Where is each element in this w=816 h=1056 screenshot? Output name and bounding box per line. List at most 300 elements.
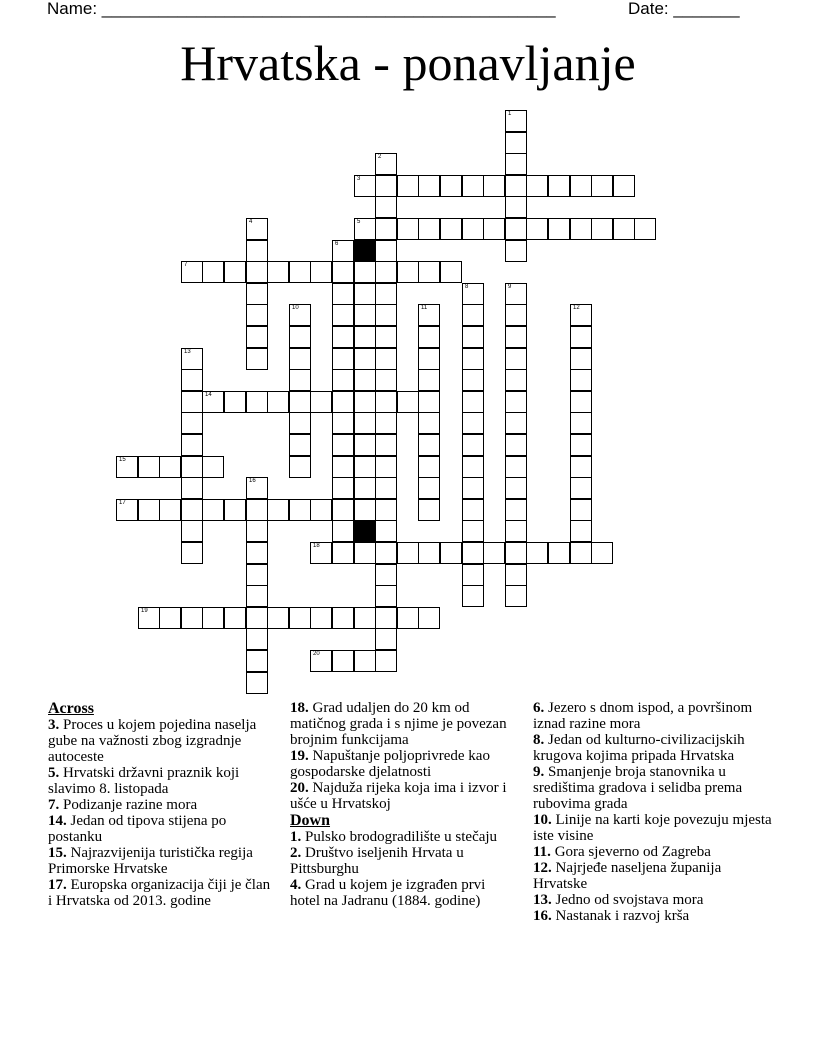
clue-number: 2 — [378, 154, 382, 160]
grid-cell[interactable] — [289, 607, 311, 629]
clue-num: 18. — [290, 700, 309, 716]
grid-cell[interactable] — [181, 520, 203, 542]
grid-cell[interactable] — [246, 542, 268, 564]
grid-cell[interactable] — [332, 261, 354, 283]
clue-text: Jedno od svojstava mora — [551, 892, 704, 908]
grid-cell[interactable] — [181, 369, 203, 391]
grid-cell[interactable] — [246, 283, 268, 305]
grid-cell[interactable] — [246, 672, 268, 694]
grid-cell[interactable] — [375, 607, 397, 629]
grid-cell[interactable] — [570, 175, 592, 197]
grid-cell[interactable] — [462, 326, 484, 348]
grid-cell[interactable] — [505, 412, 527, 434]
grid-cell[interactable] — [354, 434, 376, 456]
clue-number: 14 — [205, 392, 212, 398]
grid-cell[interactable] — [246, 520, 268, 542]
clue-num: 11. — [533, 844, 551, 860]
grid-cell[interactable] — [159, 456, 181, 478]
grid-cell[interactable] — [375, 564, 397, 586]
grid-cell[interactable] — [505, 456, 527, 478]
black-cell — [354, 520, 376, 542]
grid-cell[interactable] — [159, 607, 181, 629]
clue-number: 5 — [357, 219, 361, 225]
grid-cell[interactable] — [570, 434, 592, 456]
grid-cell[interactable] — [418, 434, 440, 456]
grid-cell[interactable] — [462, 391, 484, 413]
grid-cell[interactable] — [375, 304, 397, 326]
grid-cell[interactable] — [181, 434, 203, 456]
clue-num: 2. — [290, 845, 302, 861]
grid-cell[interactable] — [613, 218, 635, 240]
clue-number: 16 — [249, 478, 256, 484]
grid-cell[interactable] — [505, 499, 527, 521]
grid-cell[interactable] — [462, 218, 484, 240]
grid-cell[interactable] — [332, 369, 354, 391]
grid-cell[interactable] — [418, 477, 440, 499]
grid-cell[interactable] — [375, 218, 397, 240]
grid-cell[interactable] — [418, 542, 440, 564]
clue-num: 20. — [290, 780, 309, 796]
clue — [533, 700, 773, 732]
clue-text: Hrvatski državni praznik koji slavimo 8. listopada — [48, 765, 240, 797]
grid-cell[interactable] — [116, 456, 138, 478]
grid-cell[interactable] — [332, 456, 354, 478]
grid-cell[interactable] — [354, 348, 376, 370]
grid-cell[interactable] — [505, 175, 527, 197]
grid-cell[interactable] — [483, 175, 505, 197]
clue — [533, 764, 773, 812]
clue — [533, 860, 773, 892]
grid-cell[interactable] — [310, 391, 332, 413]
grid-cell[interactable] — [505, 326, 527, 348]
clue-heading: Down — [290, 812, 331, 829]
grid-cell[interactable] — [505, 110, 527, 132]
clue-number: 8 — [465, 284, 469, 290]
grid-cell[interactable] — [505, 240, 527, 262]
grid-cell[interactable] — [310, 261, 332, 283]
grid-cell[interactable] — [246, 391, 268, 413]
grid-cell[interactable] — [332, 499, 354, 521]
grid-cell[interactable] — [267, 499, 289, 521]
grid-cell[interactable] — [375, 585, 397, 607]
grid-cell[interactable] — [138, 499, 160, 521]
grid-cell[interactable] — [418, 607, 440, 629]
grid-cell[interactable] — [462, 456, 484, 478]
grid-cell[interactable] — [570, 477, 592, 499]
grid-cell[interactable] — [375, 412, 397, 434]
grid-cell[interactable] — [202, 607, 224, 629]
grid-cell[interactable] — [289, 456, 311, 478]
grid-cell[interactable] — [246, 477, 268, 499]
grid-cell[interactable] — [224, 607, 246, 629]
clue — [48, 717, 273, 765]
grid-cell[interactable] — [505, 477, 527, 499]
grid-cell[interactable] — [224, 499, 246, 521]
clue — [48, 877, 273, 909]
grid-cell[interactable] — [418, 348, 440, 370]
grid-cell[interactable] — [354, 477, 376, 499]
clue-number: 17 — [119, 500, 126, 506]
grid-cell[interactable] — [505, 348, 527, 370]
grid-cell[interactable] — [375, 650, 397, 672]
grid-cell[interactable] — [505, 218, 527, 240]
grid-cell[interactable] — [375, 153, 397, 175]
grid-cell[interactable] — [397, 607, 419, 629]
grid-cell[interactable] — [181, 607, 203, 629]
grid-cell[interactable] — [418, 326, 440, 348]
grid-cell[interactable] — [570, 456, 592, 478]
grid-cell[interactable] — [375, 261, 397, 283]
grid-cell[interactable] — [332, 542, 354, 564]
name-field[interactable]: Name: ________________________________________________ — [47, 0, 556, 18]
clue-number: 12 — [573, 305, 580, 311]
grid-cell[interactable] — [289, 326, 311, 348]
clue-text: Napuštanje poljoprivrede kao gospodarske djelatnosti — [290, 748, 490, 780]
grid-cell[interactable] — [570, 348, 592, 370]
grid-cell[interactable] — [332, 650, 354, 672]
grid-cell[interactable] — [246, 326, 268, 348]
grid-cell[interactable] — [354, 283, 376, 305]
clue — [290, 780, 515, 812]
clue — [48, 797, 273, 813]
grid-cell[interactable] — [181, 499, 203, 521]
grid-cell[interactable] — [332, 412, 354, 434]
grid-cell[interactable] — [505, 196, 527, 218]
clue-text: Najrjeđe naseljena županija Hrvatske — [533, 860, 722, 892]
grid-cell[interactable] — [548, 218, 570, 240]
grid-cell[interactable] — [375, 499, 397, 521]
clue-text: Gora sjeverno od Zagreba — [550, 844, 711, 860]
clues-column-1 — [48, 700, 273, 909]
grid-cell[interactable] — [418, 304, 440, 326]
clue-num: 10. — [533, 812, 552, 828]
grid-cell[interactable] — [354, 218, 376, 240]
grid-cell[interactable] — [267, 261, 289, 283]
grid-cell[interactable] — [289, 434, 311, 456]
grid-cell[interactable] — [181, 261, 203, 283]
grid-cell[interactable] — [289, 412, 311, 434]
clue-number: 4 — [249, 219, 253, 225]
grid-cell[interactable] — [375, 628, 397, 650]
grid-cell[interactable] — [440, 218, 462, 240]
grid-cell[interactable] — [354, 261, 376, 283]
grid-cell[interactable] — [181, 348, 203, 370]
grid-cell[interactable] — [246, 348, 268, 370]
grid-cell[interactable] — [202, 499, 224, 521]
grid-cell[interactable] — [440, 542, 462, 564]
clue — [533, 844, 773, 860]
clue-num: 15. — [48, 845, 67, 861]
grid-cell[interactable] — [181, 412, 203, 434]
clue-text: Podizanje razine mora — [59, 797, 198, 813]
grid-cell[interactable] — [440, 261, 462, 283]
clue-num: 17. — [48, 877, 67, 893]
grid-cell[interactable] — [397, 261, 419, 283]
clue-num: 8. — [533, 732, 545, 748]
grid-cell[interactable] — [397, 218, 419, 240]
clue-number: 19 — [141, 608, 148, 614]
grid-cell[interactable] — [332, 520, 354, 542]
grid-cell[interactable] — [570, 218, 592, 240]
clue — [290, 700, 515, 748]
grid-cell[interactable] — [246, 218, 268, 240]
grid-cell[interactable] — [332, 391, 354, 413]
clue-text: Najrazvijenija turistička regija Primorske Hrvatske — [48, 845, 253, 877]
grid-cell[interactable] — [375, 520, 397, 542]
grid-cell[interactable] — [462, 304, 484, 326]
clue-number: 20 — [313, 651, 320, 657]
grid-cell[interactable] — [462, 477, 484, 499]
grid-cell[interactable] — [267, 607, 289, 629]
clue-text: Društvo iseljenih Hrvata u Pittsburghu — [290, 845, 464, 877]
grid-cell[interactable] — [202, 456, 224, 478]
grid-cell[interactable] — [332, 607, 354, 629]
clue-num: 4. — [290, 877, 302, 893]
clue-number: 3 — [357, 176, 361, 182]
grid-cell[interactable] — [354, 369, 376, 391]
grid-cell[interactable] — [375, 348, 397, 370]
grid-cell[interactable] — [332, 240, 354, 262]
grid-cell[interactable] — [375, 326, 397, 348]
clue-text: Smanjenje broja stanovnika u središtima gradova i selidba prema rubovima grada — [533, 764, 743, 812]
grid-cell[interactable] — [505, 585, 527, 607]
grid-cell[interactable] — [181, 456, 203, 478]
grid-cell[interactable] — [354, 175, 376, 197]
clue — [290, 845, 515, 877]
grid-cell[interactable] — [570, 499, 592, 521]
grid-cell[interactable] — [462, 585, 484, 607]
grid-cell[interactable] — [375, 542, 397, 564]
grid-cell[interactable] — [505, 391, 527, 413]
grid-cell[interactable] — [289, 499, 311, 521]
clue — [48, 813, 273, 845]
grid-cell[interactable] — [138, 607, 160, 629]
clue-num: 12. — [533, 860, 552, 876]
grid-cell[interactable] — [548, 542, 570, 564]
clue-number: 11 — [421, 305, 428, 311]
grid-cell[interactable] — [354, 412, 376, 434]
grid-cell[interactable] — [289, 391, 311, 413]
grid-cell[interactable] — [310, 607, 332, 629]
grid-cell[interactable] — [375, 369, 397, 391]
grid-cell[interactable] — [246, 564, 268, 586]
grid-cell[interactable] — [354, 499, 376, 521]
page-title: Hrvatska - ponavljanje — [180, 35, 636, 91]
grid-cell[interactable] — [462, 369, 484, 391]
clue-number: 1 — [508, 111, 512, 117]
clue-number: 9 — [508, 284, 512, 290]
grid-cell[interactable] — [246, 585, 268, 607]
grid-cell[interactable] — [354, 607, 376, 629]
grid-cell[interactable] — [505, 520, 527, 542]
grid-cell[interactable] — [418, 391, 440, 413]
grid-cell[interactable] — [310, 650, 332, 672]
grid-cell[interactable] — [159, 499, 181, 521]
grid-cell[interactable] — [570, 391, 592, 413]
grid-cell[interactable] — [570, 326, 592, 348]
grid-cell[interactable] — [591, 175, 613, 197]
grid-cell[interactable] — [548, 175, 570, 197]
grid-cell[interactable] — [246, 240, 268, 262]
grid-cell[interactable] — [570, 304, 592, 326]
grid-cell[interactable] — [332, 283, 354, 305]
clue-text: Linije na karti koje povezuju mjesta iste visine — [533, 812, 772, 844]
grid-cell[interactable] — [375, 196, 397, 218]
grid-cell[interactable] — [526, 542, 548, 564]
grid-cell[interactable] — [332, 304, 354, 326]
clue-num: 3. — [48, 717, 60, 733]
clue-number: 13 — [184, 349, 191, 355]
grid-cell[interactable] — [613, 175, 635, 197]
clue — [48, 765, 273, 797]
clue-num: 6. — [533, 700, 545, 716]
grid-cell[interactable] — [505, 283, 527, 305]
grid-cell[interactable] — [483, 542, 505, 564]
grid-cell[interactable] — [246, 650, 268, 672]
clue-num: 9. — [533, 764, 545, 780]
clue-text: Jedan od tipova stijena po postanku — [48, 813, 227, 845]
grid-cell[interactable] — [354, 304, 376, 326]
grid-cell[interactable] — [462, 499, 484, 521]
grid-cell[interactable] — [570, 520, 592, 542]
grid-cell[interactable] — [181, 391, 203, 413]
grid-cell[interactable] — [418, 499, 440, 521]
grid-cell[interactable] — [505, 369, 527, 391]
grid-cell[interactable] — [570, 542, 592, 564]
clue-text: Europska organizacija čiji je član i Hrvatska od 2013. godine — [48, 877, 271, 909]
clues-column-3 — [533, 700, 773, 924]
clue-text: Nastanak i razvoj krša — [551, 908, 690, 924]
grid-cell[interactable] — [462, 412, 484, 434]
grid-cell[interactable] — [181, 542, 203, 564]
grid-cell[interactable] — [462, 283, 484, 305]
grid-cell[interactable] — [138, 456, 160, 478]
grid-cell[interactable] — [202, 261, 224, 283]
grid-cell[interactable] — [570, 369, 592, 391]
clue — [533, 908, 773, 924]
clue-number: 7 — [184, 262, 188, 268]
grid-cell[interactable] — [526, 175, 548, 197]
clue-text: Grad udaljen do 20 km od matičnog grada i s njime je povezan brojnim funkcijama — [290, 700, 507, 748]
grid-cell[interactable] — [332, 348, 354, 370]
clue — [290, 877, 515, 909]
grid-cell[interactable] — [181, 477, 203, 499]
clues-column-2 — [290, 700, 515, 909]
grid-cell[interactable] — [354, 326, 376, 348]
clue-num: 7. — [48, 797, 60, 813]
grid-cell[interactable] — [332, 326, 354, 348]
clue — [533, 892, 773, 908]
grid-cell[interactable] — [246, 499, 268, 521]
grid-cell[interactable] — [526, 218, 548, 240]
grid-cell[interactable] — [505, 153, 527, 175]
grid-cell[interactable] — [246, 628, 268, 650]
grid-cell[interactable] — [246, 607, 268, 629]
grid-cell[interactable] — [310, 542, 332, 564]
grid-cell[interactable] — [505, 304, 527, 326]
grid-cell[interactable] — [289, 304, 311, 326]
grid-cell[interactable] — [418, 412, 440, 434]
grid-cell[interactable] — [375, 434, 397, 456]
grid-cell[interactable] — [354, 542, 376, 564]
grid-cell[interactable] — [375, 391, 397, 413]
grid-cell[interactable] — [354, 391, 376, 413]
grid-cell[interactable] — [591, 218, 613, 240]
grid-cell[interactable] — [267, 391, 289, 413]
clue-text: Proces u kojem pojedina naselja gube na važnosti zbog izgradnje autoceste — [48, 717, 257, 765]
clue-text: Jezero s dnom ispod, a površinom iznad razine mora — [533, 700, 753, 732]
clue — [290, 748, 515, 780]
grid-cell[interactable] — [462, 175, 484, 197]
grid-cell[interactable] — [289, 369, 311, 391]
grid-cell[interactable] — [462, 434, 484, 456]
grid-cell[interactable] — [289, 261, 311, 283]
grid-cell[interactable] — [440, 175, 462, 197]
grid-cell[interactable] — [418, 261, 440, 283]
grid-cell[interactable] — [418, 175, 440, 197]
clue-number: 18 — [313, 543, 320, 549]
clue-text: Grad u kojem je izgrađen prvi hotel na Jadranu (1884. godine) — [290, 877, 486, 909]
clue-num: 5. — [48, 765, 60, 781]
grid-cell[interactable] — [246, 261, 268, 283]
grid-cell[interactable] — [310, 499, 332, 521]
grid-cell[interactable] — [505, 564, 527, 586]
grid-cell[interactable] — [354, 456, 376, 478]
grid-cell[interactable] — [418, 369, 440, 391]
grid-cell[interactable] — [202, 391, 224, 413]
grid-cell[interactable] — [397, 542, 419, 564]
grid-cell[interactable] — [483, 218, 505, 240]
grid-cell[interactable] — [397, 175, 419, 197]
grid-cell[interactable] — [116, 499, 138, 521]
grid-cell[interactable] — [505, 434, 527, 456]
grid-cell[interactable] — [418, 218, 440, 240]
clue-heading: Across — [48, 700, 94, 717]
grid-cell[interactable] — [246, 304, 268, 326]
grid-cell[interactable] — [332, 477, 354, 499]
grid-cell[interactable] — [375, 240, 397, 262]
clue-number: 15 — [119, 457, 126, 463]
black-cell — [354, 240, 376, 262]
grid-cell[interactable] — [462, 348, 484, 370]
grid-cell[interactable] — [505, 542, 527, 564]
clue-num: 1. — [290, 829, 302, 845]
clue-num: 13. — [533, 892, 552, 908]
grid-cell[interactable] — [375, 477, 397, 499]
grid-cell[interactable] — [354, 650, 376, 672]
grid-cell[interactable] — [418, 456, 440, 478]
grid-cell[interactable] — [462, 542, 484, 564]
grid-cell[interactable] — [375, 175, 397, 197]
grid-cell[interactable] — [224, 391, 246, 413]
grid-cell[interactable] — [289, 348, 311, 370]
grid-cell[interactable] — [591, 542, 613, 564]
grid-cell[interactable] — [462, 564, 484, 586]
grid-cell[interactable] — [634, 218, 656, 240]
clue-number: 6 — [335, 241, 339, 247]
grid-cell[interactable] — [332, 434, 354, 456]
grid-cell[interactable] — [375, 456, 397, 478]
clue — [533, 812, 773, 844]
grid-cell[interactable] — [462, 520, 484, 542]
clue-num: 19. — [290, 748, 309, 764]
grid-cell[interactable] — [505, 132, 527, 154]
grid-cell[interactable] — [570, 412, 592, 434]
date-field[interactable]: Date: _______ — [628, 0, 740, 18]
grid-cell[interactable] — [375, 283, 397, 305]
grid-cell[interactable] — [397, 391, 419, 413]
grid-cell[interactable] — [224, 261, 246, 283]
